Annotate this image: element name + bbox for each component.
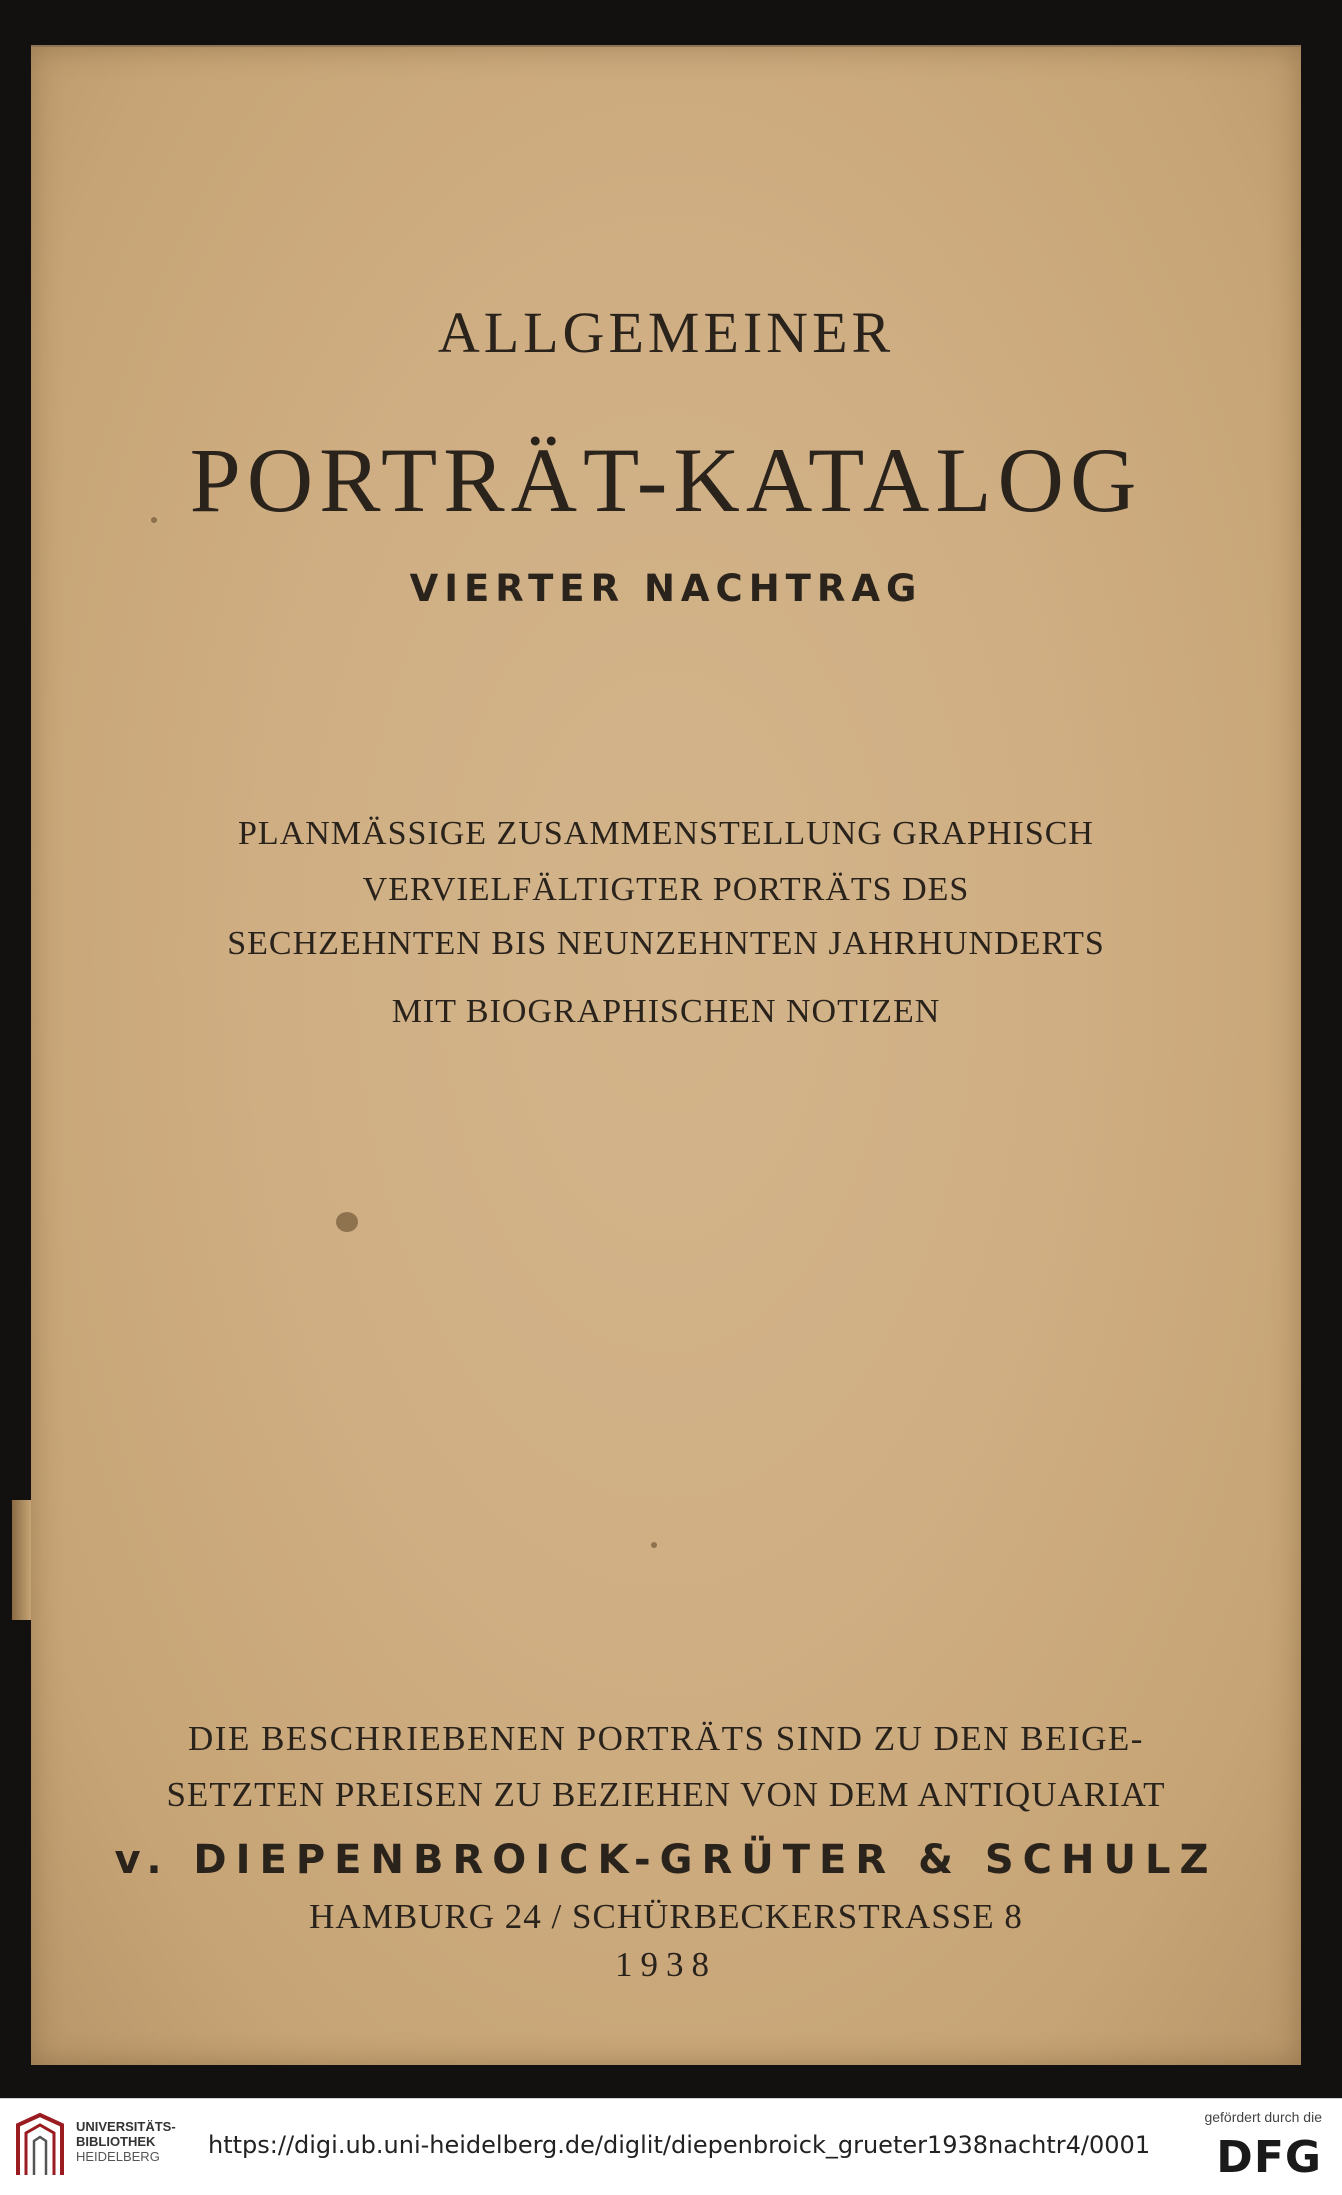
subtitle-line: MIT BIOGRAPHISCHEN NOTIZEN: [391, 993, 941, 1030]
paper-stain: [651, 1542, 657, 1548]
logo-text-line: HEIDELBERG: [76, 2149, 160, 2164]
subtitle-line: SECHZEHNTEN BIS NEUNZEHNTEN JAHRHUNDERTS: [227, 925, 1105, 962]
publisher-address: HAMBURG 24 / SCHÜRBECKERSTRASSE 8: [309, 1897, 1023, 1936]
logo-text-line: BIBLIOTHEK: [76, 2134, 156, 2149]
title-general: ALLGEMEINER: [437, 300, 895, 365]
title-supplement: VIERTER NACHTRAG: [409, 567, 923, 610]
notice-line: DIE BESCHRIEBENEN PORTRÄTS SIND ZU DEN BEIGE-: [188, 1719, 1144, 1758]
page-edge: [12, 1500, 32, 1620]
publication-year: 1938: [615, 1945, 717, 1984]
logo-text-line: UNIVERSITÄTS-: [76, 2119, 176, 2134]
publisher-name: v. DIEPENBROICK-GRÜTER & SCHULZ: [114, 1837, 1218, 1883]
notice-line: SETZTEN PREISEN ZU BEZIEHEN VON DEM ANTIQUARIAT: [166, 1775, 1166, 1814]
university-library-name[interactable]: [76, 2119, 176, 2164]
subtitle-line: VERVIELFÄLTIGTER PORTRÄTS DES: [362, 871, 970, 908]
funded-by-label: gefördert durch die: [1204, 2109, 1322, 2125]
title-main: PORTRÄT-KATALOG: [189, 429, 1143, 531]
catalog-title-page: [31, 45, 1301, 2065]
subtitle-line: PLANMÄSSIGE ZUSAMMENSTELLUNG GRAPHISCH: [238, 815, 1094, 852]
permalink-url[interactable]: https://digi.ub.uni-heidelberg.de/diglit/diepenbroick_grueter1938nachtr4/0001: [208, 2131, 1151, 2159]
paper-stain: [336, 1212, 358, 1232]
university-library-logo-icon[interactable]: [14, 2111, 66, 2179]
footer-bar: [0, 2098, 1342, 2195]
dfg-logo[interactable]: DFG: [1216, 2132, 1322, 2183]
